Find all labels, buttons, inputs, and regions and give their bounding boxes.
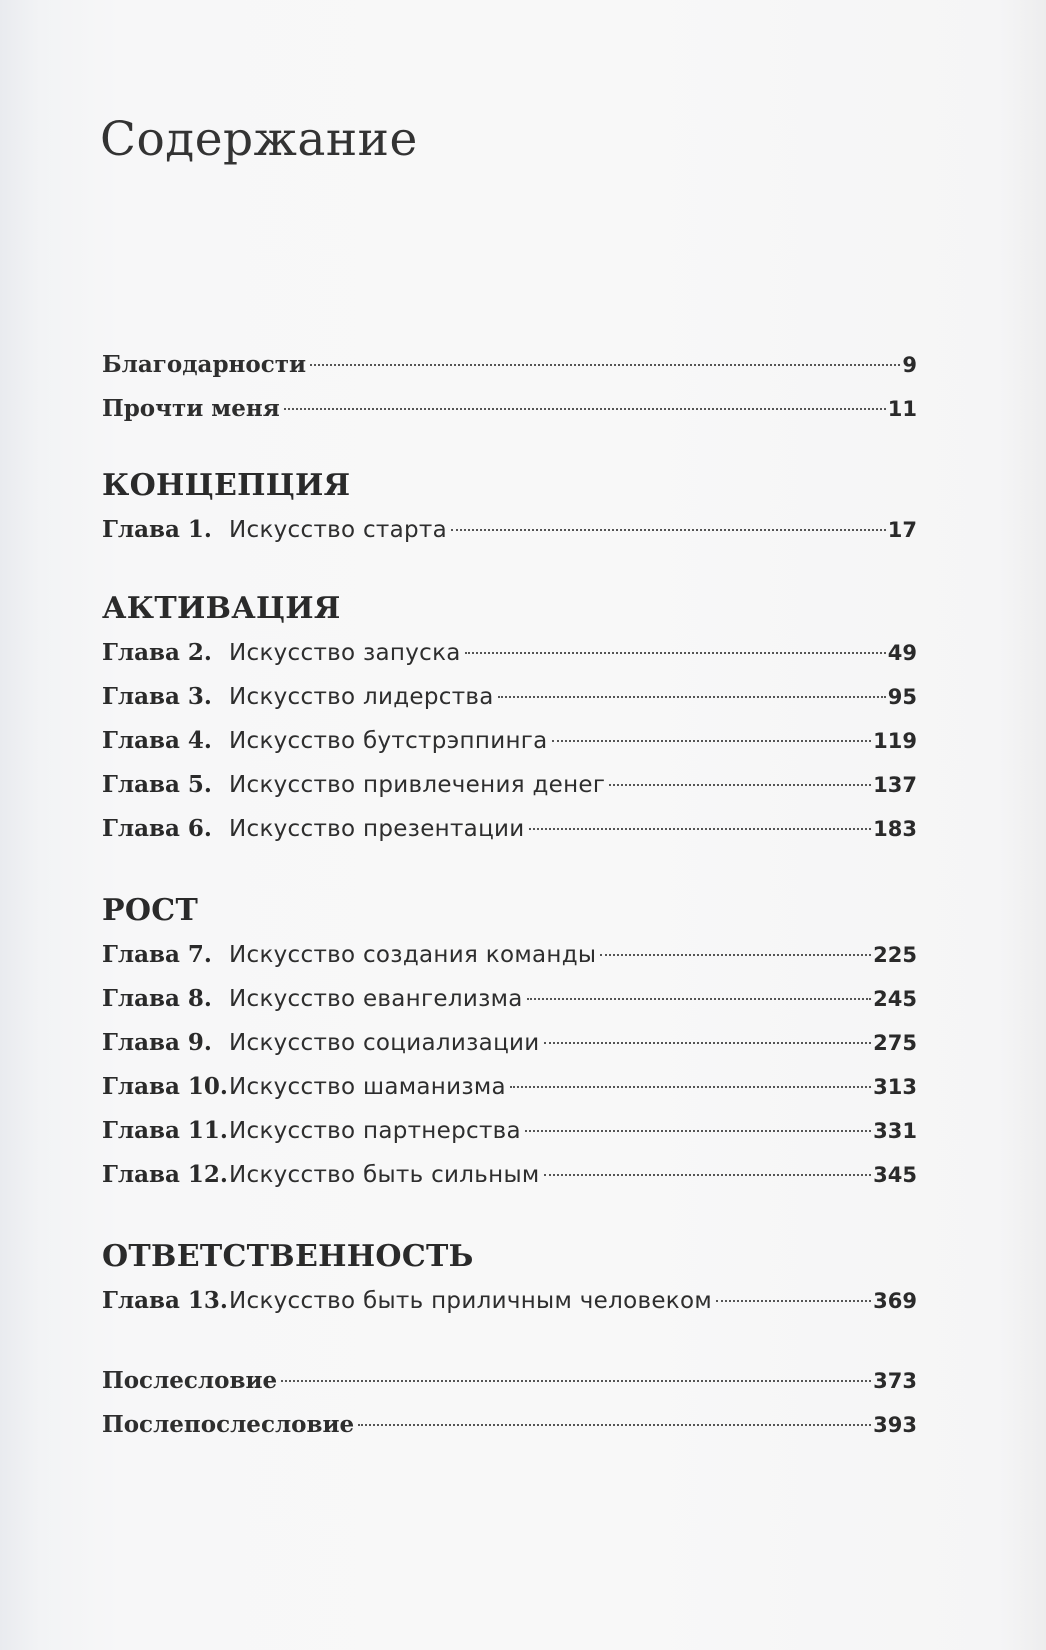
chapter-label: Глава 6.: [102, 815, 212, 842]
chapter-label: Глава 2.: [102, 639, 212, 666]
chapter-label: Глава 3.: [102, 683, 212, 710]
chapter-page: 95: [887, 685, 917, 709]
toc-entry: [102, 763, 917, 807]
toc-entry: [102, 387, 917, 431]
dot-leader: [465, 652, 886, 654]
chapter-page: 275: [873, 1031, 917, 1055]
toc-entry: [102, 1359, 917, 1403]
chapter-page: 331: [873, 1119, 917, 1143]
toc-entry: [102, 675, 917, 719]
dot-leader: [716, 1300, 871, 1302]
dot-leader: [527, 998, 871, 1000]
chapter-page: 369: [873, 1289, 917, 1313]
toc-entry: [102, 807, 917, 851]
chapter-page: 313: [873, 1075, 917, 1099]
toc-section: [102, 889, 917, 1197]
toc-entry: [102, 719, 917, 763]
toc-entry: [102, 933, 917, 977]
chapter-title: Искусство презентации: [229, 816, 525, 842]
dot-leader: [525, 1130, 871, 1132]
back-matter: [102, 1359, 917, 1447]
toc-entry-title: Послесловие: [102, 1367, 278, 1394]
chapter-label: Глава 11.: [102, 1117, 228, 1144]
dot-leader: [544, 1042, 872, 1044]
section-heading: КОНЦЕПЦИЯ: [102, 468, 351, 503]
chapter-title: Искусство привлечения денег: [229, 772, 606, 798]
chapter-label: Глава 10.: [102, 1073, 228, 1100]
chapter-title: Искусство создания команды: [229, 942, 597, 968]
chapter-title: Искусство социализации: [229, 1030, 540, 1056]
toc-entry-page: 393: [873, 1413, 917, 1437]
section-heading: АКТИВАЦИЯ: [102, 591, 341, 626]
dot-leader: [510, 1086, 871, 1088]
chapter-label: Глава 13.: [102, 1287, 228, 1314]
toc-entry: [102, 343, 917, 387]
chapter-label: Глава 9.: [102, 1029, 212, 1056]
chapter-page: 119: [873, 729, 917, 753]
chapter-page: 49: [887, 641, 917, 665]
chapter-title: Искусство старта: [229, 517, 448, 543]
toc-entry: [102, 977, 917, 1021]
dot-leader: [451, 529, 886, 531]
chapter-label: Глава 7.: [102, 941, 212, 968]
dot-leader: [544, 1174, 872, 1176]
section-heading: РОСТ: [102, 893, 199, 928]
chapter-page: 137: [873, 773, 917, 797]
toc-entry-page: 9: [902, 353, 917, 377]
page-title: Содержание: [100, 112, 418, 167]
toc-entry-title: Прочти меня: [102, 395, 280, 422]
toc-entry: [102, 1403, 917, 1447]
chapter-page: 225: [873, 943, 917, 967]
chapter-label: Глава 1.: [102, 516, 212, 543]
toc-entry: [102, 1065, 917, 1109]
chapter-page: 345: [873, 1163, 917, 1187]
chapter-title: Искусство евангелизма: [229, 986, 523, 1012]
chapter-label: Глава 4.: [102, 727, 212, 754]
chapter-title: Искусство запуска: [229, 640, 461, 666]
chapter-title: Искусство быть приличным человеком: [229, 1288, 713, 1314]
toc-entry: [102, 1153, 917, 1197]
chapter-page: 183: [873, 817, 917, 841]
chapter-page: 245: [873, 987, 917, 1011]
toc-entry: [102, 508, 917, 552]
dot-leader: [310, 364, 900, 366]
chapter-label: Глава 12.: [102, 1161, 228, 1188]
toc-entry: [102, 631, 917, 675]
toc-section: [102, 1235, 917, 1323]
toc-entry-page: 11: [887, 397, 917, 421]
toc-section: [102, 464, 917, 552]
dot-leader: [358, 1424, 871, 1426]
dot-leader: [529, 828, 872, 830]
dot-leader: [552, 740, 872, 742]
toc-entry-title: Благодарности: [102, 351, 307, 378]
toc-entry: [102, 1021, 917, 1065]
chapter-label: Глава 8.: [102, 985, 212, 1012]
chapter-title: Искусство партнерства: [229, 1118, 521, 1144]
toc-section: [102, 587, 917, 851]
chapter-page: 17: [887, 518, 917, 542]
dot-leader: [498, 696, 886, 698]
chapter-title: Искусство быть сильным: [229, 1162, 540, 1188]
toc-entry-page: 373: [873, 1369, 917, 1393]
chapter-title: Искусство бутстрэппинга: [229, 728, 548, 754]
front-matter: [102, 343, 917, 431]
dot-leader: [284, 408, 886, 410]
dot-leader: [281, 1380, 871, 1382]
toc-entry: [102, 1109, 917, 1153]
chapter-label: Глава 5.: [102, 771, 212, 798]
section-heading: ОТВЕТСТВЕННОСТЬ: [102, 1239, 474, 1274]
chapter-title: Искусство шаманизма: [229, 1074, 506, 1100]
toc-entry-title: Послепослесловие: [102, 1411, 355, 1438]
dot-leader: [600, 954, 871, 956]
chapter-title: Искусство лидерства: [229, 684, 494, 710]
dot-leader: [609, 784, 871, 786]
toc-entry: [102, 1279, 917, 1323]
